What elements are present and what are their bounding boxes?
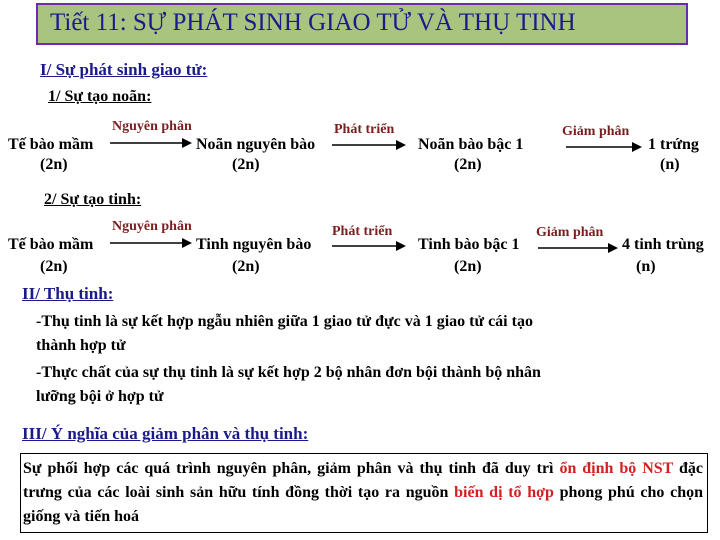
sperm-arrow-1	[110, 237, 192, 249]
section2-para1-line2: thành hợp tử	[36, 337, 126, 354]
significance-highlight-b: biến dị tổ hợp	[454, 484, 554, 501]
section2-para2-line2: lưỡng bội ở hợp tử	[36, 388, 164, 405]
egg-step3-ploidy: (n)	[660, 156, 680, 173]
significance-box	[20, 453, 708, 533]
sub1-title: 1/ Sự tạo noãn:	[48, 88, 152, 105]
egg-arrow-1	[110, 137, 192, 149]
sperm-step2-name: Tinh bào bậc 1	[418, 236, 520, 253]
egg-arrow-2	[332, 139, 406, 151]
page-title: Tiết 11: SỰ PHÁT SINH GIAO TỬ VÀ THỤ TINH	[50, 9, 576, 36]
section2-para2-line1: -Thực chất của sự thụ tinh là sự kết hợp 2 bộ nhân đơn bội thành bộ nhân	[36, 364, 541, 381]
significance-text-a: Sự phối hợp các quá trình nguyên phân, giảm phân và thụ tinh đã duy trì	[23, 460, 560, 477]
sperm-start-ploidy: (2n)	[40, 258, 68, 275]
egg-step2-name: Noãn bào bậc 1	[418, 136, 524, 153]
egg-arrow-3	[566, 141, 642, 153]
sperm-start-name: Tế bào mầm	[8, 236, 94, 253]
section2-heading: II/ Thụ tinh:	[22, 284, 114, 303]
egg-step2-label: Phát triển	[334, 122, 395, 137]
egg-start-ploidy: (2n)	[40, 156, 68, 173]
section2-para1-line1: -Thụ tinh là sự kết hợp ngẫu nhiên giữa 1 giao tử đực và 1 giao tử cái tạo	[36, 313, 533, 330]
egg-step1-name: Noãn nguyên bào	[196, 136, 316, 153]
sperm-step1-name: Tinh nguyên bào	[196, 236, 312, 253]
egg-step2-ploidy: (2n)	[454, 156, 482, 173]
significance-highlight-a: ổn định bộ NST	[559, 460, 674, 477]
egg-start-name: Tế bào mầm	[8, 136, 94, 153]
sperm-arrow-3	[538, 242, 618, 254]
significance-paragraph	[21, 454, 705, 529]
sperm-step3-ploidy: (n)	[636, 258, 656, 275]
sperm-step3-label: Giảm phân	[536, 225, 604, 240]
sub2-title: 2/ Sự tạo tinh:	[44, 191, 142, 208]
section1-heading: I/ Sự phát sinh giao tử:	[40, 60, 208, 79]
significance-text-b: đặc trưng của các loài sinh sản hữu tính đồng thời tạo ra nguồn	[23, 460, 704, 501]
egg-step3-label: Giảm phân	[562, 124, 630, 139]
significance-text-c: phong phú cho chọn giống và tiến hoá	[23, 484, 704, 525]
sperm-arrow-2	[332, 240, 406, 252]
sperm-step1-label: Nguyên phân	[112, 219, 192, 234]
section3-heading: III/ Ý nghĩa của giảm phân và thụ tinh:	[22, 424, 309, 443]
egg-step1-ploidy: (2n)	[232, 156, 260, 173]
egg-step1-label: Nguyên phân	[112, 119, 192, 134]
sperm-step2-label: Phát triển	[332, 224, 393, 239]
title-banner	[36, 3, 688, 45]
egg-step3-name: 1 trứng	[648, 136, 699, 153]
sperm-step1-ploidy: (2n)	[232, 258, 260, 275]
sperm-step2-ploidy: (2n)	[454, 258, 482, 275]
sperm-step3-name: 4 tinh trùng	[622, 236, 704, 253]
